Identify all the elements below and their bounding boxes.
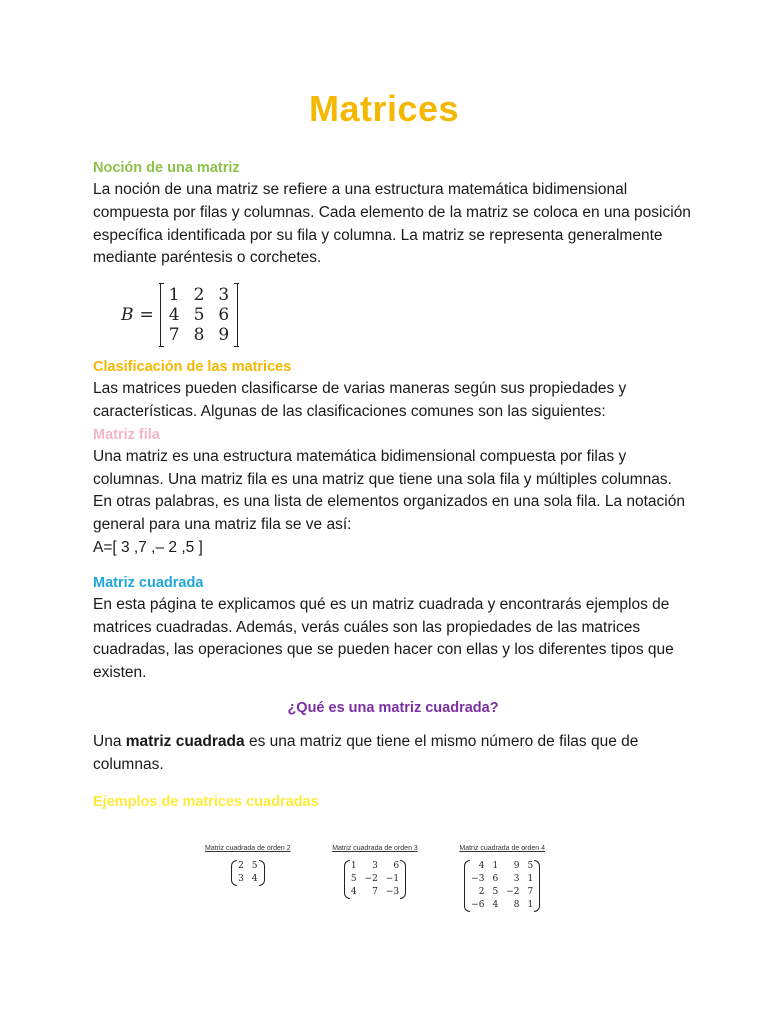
matrix-cell: −6 bbox=[471, 900, 485, 910]
matrix-cell: 6 bbox=[393, 861, 400, 871]
matrix-cell: 3 bbox=[513, 874, 520, 884]
example-order-2 bbox=[205, 845, 291, 912]
document-body bbox=[93, 157, 693, 813]
matrix-b-equation bbox=[121, 284, 693, 346]
matrix-cell: 2 bbox=[238, 861, 244, 871]
example-order-4 bbox=[459, 845, 545, 912]
matrix-cell: 9 bbox=[513, 861, 520, 871]
matrix-cell: 1 bbox=[527, 874, 534, 884]
matrix-cell: 4 bbox=[350, 887, 357, 897]
matrix-cell: 7 bbox=[168, 325, 180, 346]
square-matrix-examples bbox=[205, 845, 545, 912]
matrix-parentheses bbox=[464, 860, 540, 912]
matrix-cell: 1 bbox=[492, 861, 499, 871]
matrix-parentheses bbox=[344, 860, 406, 899]
matrix-cell: 6 bbox=[492, 874, 499, 884]
matrix-cell: −3 bbox=[471, 874, 485, 884]
page-title: Matrices bbox=[308, 88, 460, 129]
matrix-cell: 4 bbox=[168, 305, 180, 326]
matrix-cell: −2 bbox=[364, 874, 378, 884]
matrix-cell: 3 bbox=[238, 874, 244, 884]
matrix-cell: 9 bbox=[218, 325, 230, 346]
matrix-cell: 2 bbox=[478, 887, 485, 897]
matrix-cell: 5 bbox=[251, 861, 258, 871]
paragraph-matriz-fila: Una matriz es una estructura matemática bidimensional compuesta por filas y columnas. Una matriz fila es una matriz que tiene una sola fila y múltiples columnas. En otras palabras, es una lista de elementos organizados en una sola fila. La notación general para una matriz fila se ve así: bbox=[93, 447, 685, 534]
matrix-cell: 8 bbox=[193, 325, 205, 346]
matrix-b-brackets bbox=[160, 283, 238, 347]
matrix-cell: 5 bbox=[350, 874, 357, 884]
definition-text-end: es una matriz que tiene el mismo número de filas que de columnas. bbox=[93, 732, 639, 773]
paragraph-matriz-cuadrada: En esta página te explicamos qué es un matriz cuadrada y encontrarás ejemplos de matrices cuadradas. Además, verás cuáles son las propiedades de las matrices cuadradas, las operaciones que se pueden hacer con ellas y los diferentes tipos que existen. bbox=[93, 595, 674, 682]
matrix-cell: 4 bbox=[492, 900, 499, 910]
matrix-cell: 5 bbox=[527, 861, 534, 871]
paragraph-nocion: La noción de una matriz se refiere a una estructura matemática bidimensional compuesta por filas y columnas. Cada elemento de la matriz se coloca en una posición específica identificada por su fila y columna. La matriz se representa generalmente mediante paréntesis o corchetes. bbox=[93, 181, 691, 267]
heading-nocion: Noción de una matriz bbox=[93, 160, 240, 176]
heading-clasificacion: Clasificación de las matrices bbox=[93, 359, 292, 376]
heading-matriz-cuadrada: Matriz cuadrada bbox=[93, 574, 204, 591]
definition-bold-term: matriz cuadrada bbox=[125, 732, 245, 750]
matrix-cell: 4 bbox=[251, 874, 258, 884]
matrix-cell: 7 bbox=[527, 887, 534, 897]
matrix-cell: 2 bbox=[193, 285, 205, 306]
paragraph-clasificacion: Las matrices pueden clasificarse de varias maneras según sus propiedades y características. Algunas de las clasificaciones comunes son las siguientes: bbox=[93, 380, 627, 420]
matrix-grid bbox=[238, 860, 257, 886]
example-label: Matriz cuadrada de orden 2 bbox=[205, 845, 291, 852]
example-order-3 bbox=[332, 845, 418, 912]
paragraph-definicion-cuadrada bbox=[93, 731, 693, 777]
matrix-cell: −1 bbox=[385, 874, 400, 884]
heading-que-es-cuadrada: ¿Qué es una matriz cuadrada? bbox=[287, 699, 499, 716]
matrix-cell: −2 bbox=[506, 887, 520, 897]
matrix-grid bbox=[471, 860, 533, 912]
matrix-grid bbox=[351, 860, 399, 899]
definition-text-start: Una bbox=[93, 732, 126, 750]
matrix-cell: 3 bbox=[218, 285, 230, 306]
matrix-b-name: B bbox=[121, 305, 134, 326]
matrix-cell: −3 bbox=[385, 887, 400, 897]
equals-sign: = bbox=[139, 305, 154, 326]
matrix-cell: 5 bbox=[193, 305, 205, 326]
matrix-cell: 1 bbox=[527, 900, 534, 910]
matrix-cell: 3 bbox=[372, 861, 378, 871]
matrix-parentheses bbox=[231, 860, 264, 886]
example-label: Matriz cuadrada de orden 3 bbox=[332, 845, 418, 852]
matrix-cell: 8 bbox=[513, 900, 520, 910]
example-matriz-fila: A=[ 3 ,7 ,– 2 ,5 ] bbox=[93, 538, 203, 556]
matrix-cell: 1 bbox=[168, 285, 180, 306]
matrix-cell: 1 bbox=[350, 861, 357, 871]
matrix-cell: 4 bbox=[478, 861, 485, 871]
matrix-cell: 5 bbox=[492, 887, 499, 897]
heading-matriz-fila: Matriz fila bbox=[93, 426, 160, 443]
matrix-cell: 7 bbox=[372, 887, 378, 897]
matrix-b-grid bbox=[169, 285, 229, 345]
matrix-cell: 6 bbox=[218, 305, 230, 326]
heading-ejemplos: Ejemplos de matrices cuadradas bbox=[93, 793, 319, 810]
example-label: Matriz cuadrada de orden 4 bbox=[459, 845, 545, 852]
